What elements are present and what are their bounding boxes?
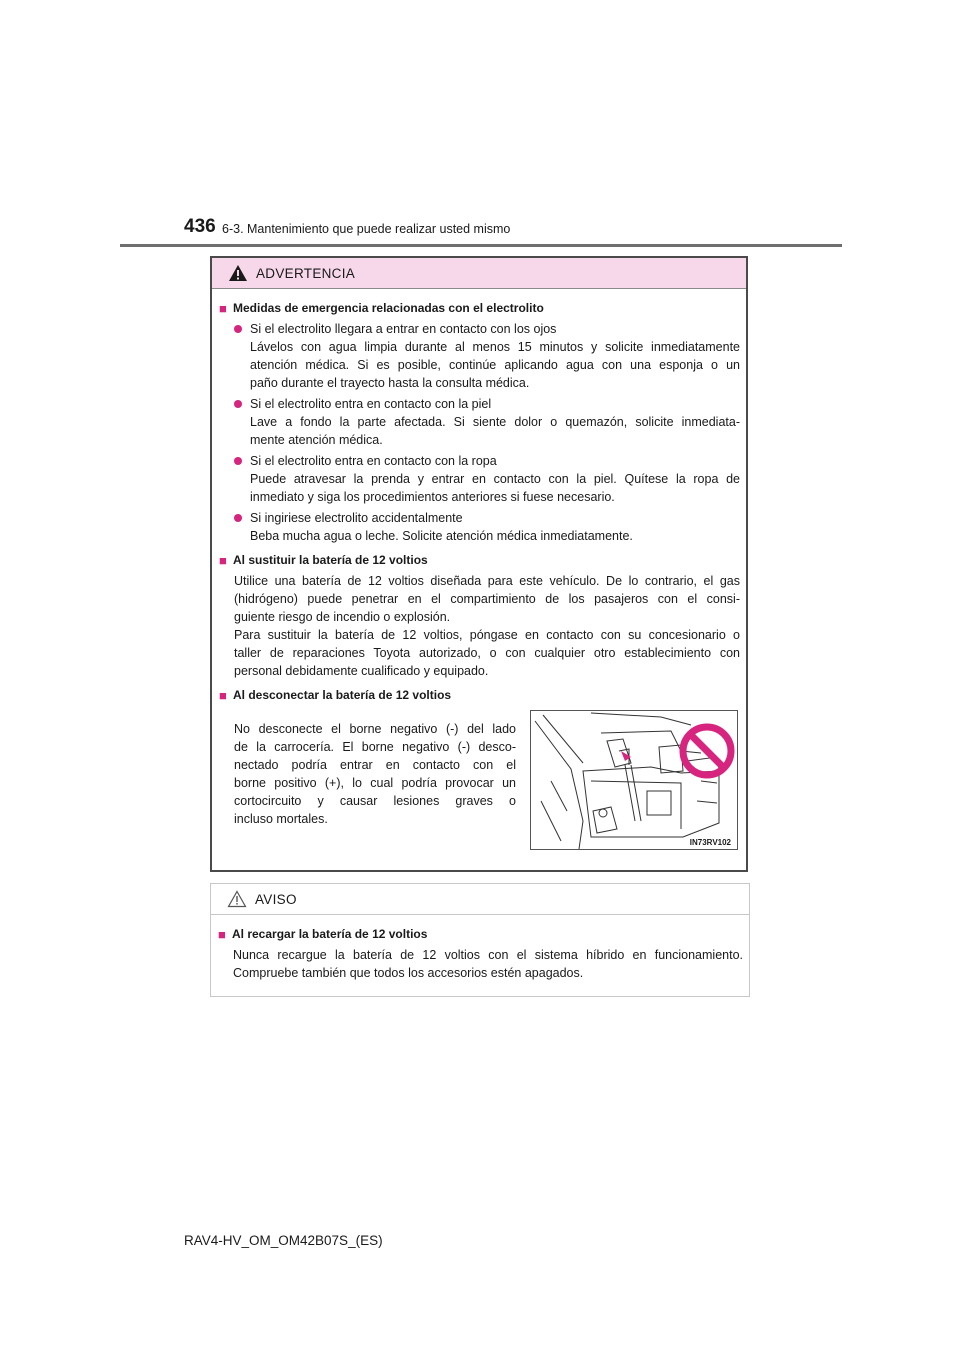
section-heading-recharge: ■ Al recargar la batería de 12 voltios <box>218 927 428 942</box>
notice-content <box>211 926 749 982</box>
notice-header <box>211 884 749 915</box>
section-title: 6-3. Mantenimiento que puede realizar usted mismo <box>222 222 511 236</box>
figure-code: IN73RV102 <box>689 838 731 847</box>
bullet-dot-icon <box>234 457 242 465</box>
paragraph-disconnect-battery: No desconecte el borne negativo (-) del lado de la carrocería. El borne negativo (-) desco- nectado podría entrar en contacto con el borne positivo (+), lo cual podría provocar un cortocircuito y causar lesiones graves o incluso mortales. <box>234 722 516 826</box>
header-rule <box>120 244 842 247</box>
bullet-dot-icon <box>234 514 242 522</box>
bullet-clothing: Si el electrolito entra en contacto con la ropa Puede atravesar la prenda y entrar en contacto con la piel. Quítese la ropa de inmediato y siga los procedimientos anteriores si fuese necesario. <box>219 452 740 506</box>
battery-terminal-illustration <box>530 710 738 850</box>
bullet-ingestion: Si ingiriese electrolito accidentalmente Beba mucha agua o leche. Solicite atención médica inmediatamente. <box>219 509 740 545</box>
square-bullet-icon: ■ <box>219 688 227 703</box>
square-bullet-icon: ■ <box>218 927 226 942</box>
battery-illustration-drawing <box>531 711 737 849</box>
warning-triangle-icon <box>228 264 248 282</box>
footer-document-code: RAV4-HV_OM_OM42B07S_(ES) <box>184 1233 383 1248</box>
bullet-eyes: Si el electrolito llegara a entrar en contacto con los ojos Lávelos con agua limpia durante al menos 15 minutos y solicite inmediatamente atención médica. Si es posible, continúe aplicando agua con una esponja o un paño durante el trayecto hasta la consulta médica. <box>219 320 740 392</box>
paragraph-replace-battery: Utilice una batería de 12 voltios diseñada para este vehículo. De lo contrario, el gas (hidrógeno) puede penetrar en el compartimiento de los pasajeros con el consi- guiente riesgo de incendio o explosión. Para sustituir la batería de 12 voltios, póngase en contacto con su concesionario o taller de reparaciones Toyota autorizado, o con cualquier otro establecimiento con personal debidamente cualificado y equipado. <box>234 574 740 678</box>
prohibition-icon <box>683 727 731 775</box>
square-bullet-icon: ■ <box>219 553 227 568</box>
warning-box <box>210 256 748 872</box>
notice-title: AVISO <box>255 891 297 907</box>
bullet-skin: Si el electrolito entra en contacto con la piel Lave a fondo la parte afectada. Si siente dolor o quemazón, solicite inmediata- mente atención médica. <box>219 395 740 449</box>
section-heading-electrolyte: ■ Medidas de emergencia relacionadas con el electrolito <box>219 301 544 316</box>
notice-box <box>210 883 750 997</box>
paragraph-recharge: Nunca recargue la batería de 12 voltios con el sistema híbrido en funcionamiento. Compruebe también que todos los accesorios estén apagados. <box>233 948 743 980</box>
warning-content <box>212 300 746 850</box>
disconnect-split <box>219 710 740 850</box>
caution-triangle-outline-icon <box>227 890 247 908</box>
section-heading-disconnect-battery: ■ Al desconectar la batería de 12 voltios <box>219 688 452 703</box>
warning-header <box>212 258 746 289</box>
warning-title: ADVERTENCIA <box>256 265 356 281</box>
section-heading-replace-battery: ■ Al sustituir la batería de 12 voltios <box>219 553 428 568</box>
page-number: 436 <box>184 216 216 237</box>
square-bullet-icon: ■ <box>219 301 227 316</box>
bullet-dot-icon <box>234 400 242 408</box>
bullet-dot-icon <box>234 325 242 333</box>
